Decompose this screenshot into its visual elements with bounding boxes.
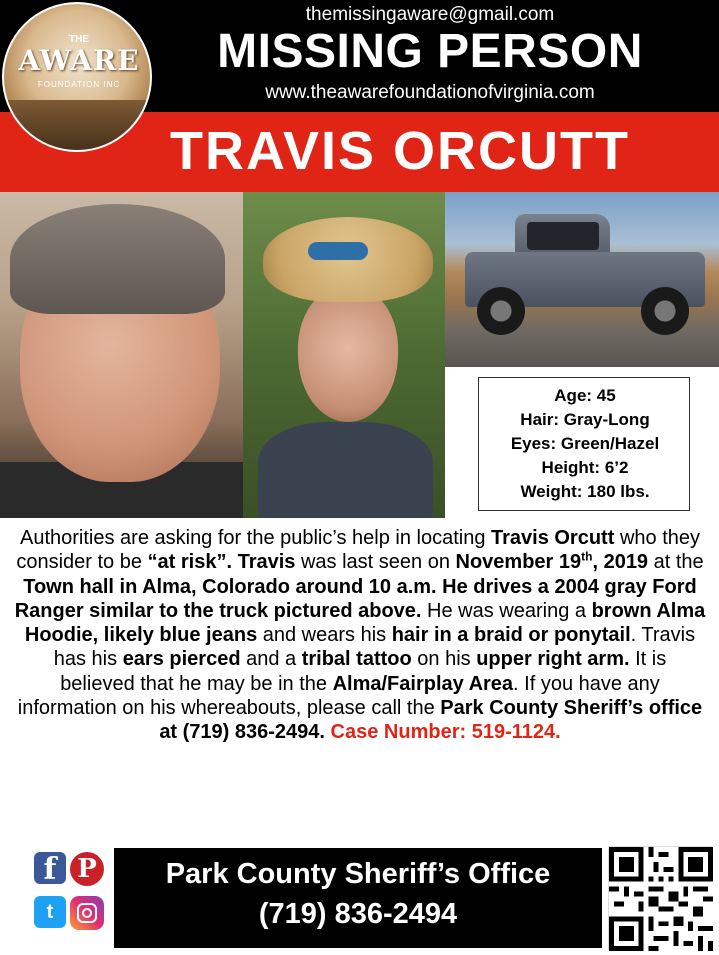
desc-text: at the [648,551,704,574]
facebook-icon[interactable]: f [34,852,66,884]
desc-bold: upper right arm. [476,648,630,671]
desc-bold: “at risk”. [147,551,233,574]
truck-window [527,222,599,250]
logo-wordmark: AWARE [18,44,140,77]
desc-bold: Travis Orcutt [491,527,615,549]
truck-wheel [477,287,525,335]
pinterest-icon[interactable]: P [70,852,104,886]
logo-subtitle: FOUNDATION INC [37,80,121,89]
desc-bold: brown Alma Hoodie, likely blue jeans [24,599,706,647]
photo-shirt [258,422,433,518]
stat-eyes: Eyes: Green/Hazel [510,434,660,453]
stat-height: Height: 6’2 [541,458,629,477]
desc-bold: Travis [237,551,296,574]
desc-text: It is believed that he may be in the [60,648,667,695]
portrait-photo-cowboy-hat [243,192,445,518]
qr-code-graphic [609,847,713,951]
desc-bold: November 19 [455,551,582,574]
instagram-icon[interactable] [70,896,104,930]
desc-superscript: th [581,549,593,564]
website-link[interactable]: www.theawarefoundationofvirginia.com [265,82,595,103]
logo-the-text: THE [69,34,89,45]
truck-wheel [641,287,689,335]
contact-email[interactable]: themissingaware@gmail.com [305,4,555,25]
truck-photo [445,192,719,367]
desc-bold: Alma/Fairplay Area [332,672,514,695]
desc-text: He was wearing a [421,599,592,622]
desc-bold: tribal tattoo [301,648,412,671]
portrait-photo-closeup [0,192,243,518]
desc-text: on his [411,648,477,671]
desc-text: Authorities are asking for the public’s help in locating [19,527,491,549]
qr-code[interactable] [608,846,712,950]
desc-text: was last seen on [295,551,456,574]
poster-title: MISSING PERSON [217,25,643,78]
twitter-icon[interactable]: t [34,896,66,928]
case-number: Case Number: 519-1124. [330,721,561,744]
desc-text: and wears his [257,624,392,647]
desc-text: who they consider to be [16,527,700,574]
sheriff-office-name: Park County Sheriff’s Office [165,858,551,890]
desc-bold: Town hall in Alma, Colorado around 10 a.m. He drives a 2004 gray Ford Ranger similar to the truck pictured above. [14,575,697,622]
sheriff-phone[interactable]: (719) 836-2494 [258,898,458,930]
aware-foundation-logo [2,2,152,152]
photo-sunglasses [308,242,368,260]
desc-bold: , 2019 [592,551,649,574]
person-name: TRAVIS ORCUTT [170,121,630,181]
photo-face [298,287,398,422]
desc-text: . If you have any information on his whereabouts, please call the [17,672,660,720]
logo-landscape [4,100,152,152]
desc-text: . Travis has his [53,624,696,671]
description-stats-box [478,377,690,511]
stat-hair: Hair: Gray-Long [520,410,650,429]
photo-hair [10,204,225,314]
stat-age: Age: 45 [554,386,616,405]
desc-bold: Park County Sheriff’s office at (719) 836-2494. [159,697,703,744]
desc-text: and a [240,648,302,671]
desc-bold: hair in a braid or ponytail [391,624,631,647]
sheriff-contact-box [114,848,602,948]
instagram-icon-lens [82,908,92,918]
desc-bold: ears pierced [122,648,241,671]
stat-weight: Weight: 180 lbs. [520,482,650,501]
case-description [14,526,706,745]
